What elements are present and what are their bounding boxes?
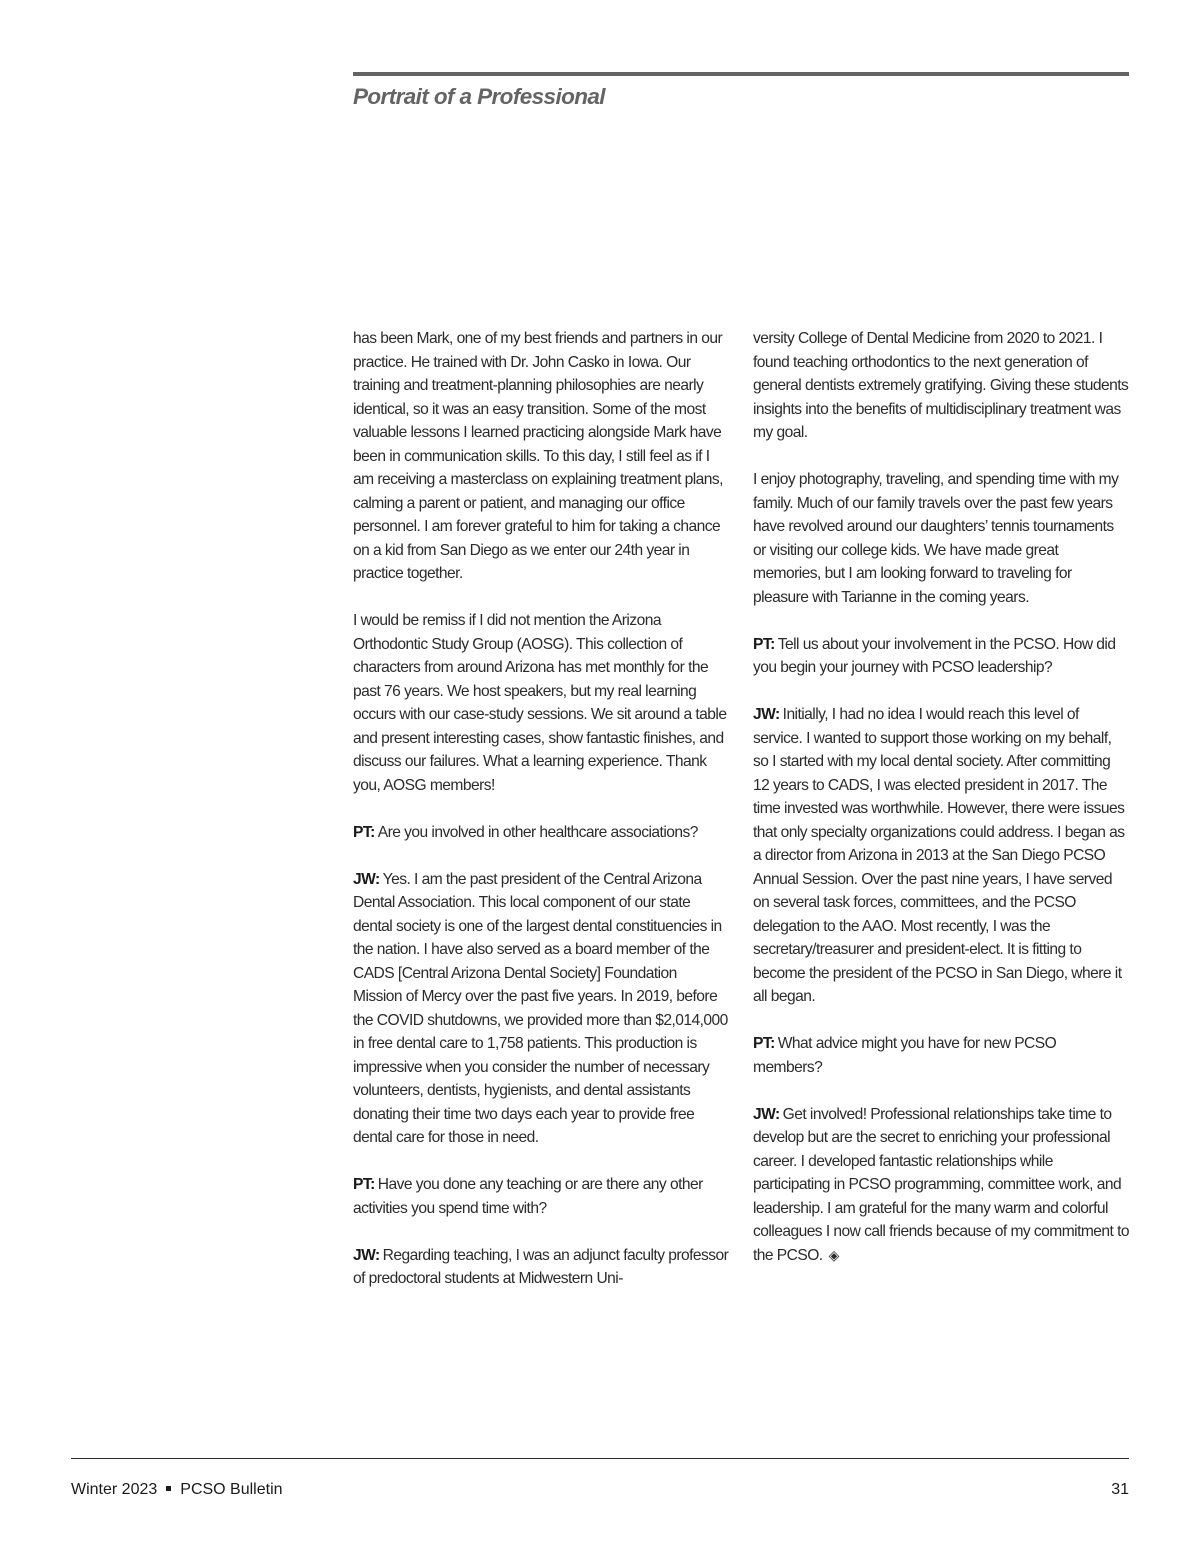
paragraph: I would be remiss if I did not mention the Arizona Orthodontic Study Group (AOSG). This collection of characters from around Arizona has met monthly for the past 76 years. We host speakers, but my real learning occurs with our case-study sessions. We sit around a table and present interesting cases, show fantastic finishes, and discuss our failures. What a learning experience. Thank you, AOSG members! — [353, 612, 727, 794]
footer-publication: PCSO Bulletin — [180, 1481, 283, 1498]
question-paragraph: PT: Have you done any teaching or are there any other activities you spend time with? — [353, 1176, 703, 1217]
footer-rule — [71, 1458, 1129, 1459]
section-title: Portrait of a Professional — [353, 84, 605, 109]
paragraph: versity College of Dental Medicine from 2020 to 2021. I found teaching orthodontics to the next generation of general dentists extremely gratifying. Giving these students insights into the benefits of multidisciplinary treatment was my goal. — [753, 330, 1129, 441]
speaker-label: JW: — [353, 1246, 380, 1264]
answer-paragraph: JW: Get involved! Professional relationships take time to develop but are the secret to enriching your professional career. I developed fantastic relationships while participating in PCSO programming, committee work, and leadership. I am grateful for the many warm and colorful colleagues I now call friends because of my commitment to the PCSO. ◈ — [753, 1105, 1130, 1264]
paragraph: I enjoy photography, traveling, and spending time with my family. Much of our family travels over the past few years have revolved around our daughters’ tennis tournaments or visiting our college kids. We have made great memories, but I am looking forward to traveling for pleasure with Tarianne in the coming years. — [753, 471, 1119, 606]
speaker-label: JW: — [353, 870, 380, 888]
speaker-label: PT: — [353, 823, 375, 841]
header-rule — [353, 72, 1129, 76]
end-mark-icon: ◈ — [828, 1246, 839, 1263]
answer-paragraph: JW: Initially, I had no idea I would reach this level of service. I wanted to support those working on my behalf, so I started with my local dental society. After committing 12 years to CADS, I was elected president in 2017. The time invested was worthwhile. However, there were issues that only specialty organizations could address. I began as a director from Arizona in 2013 at the San Diego PCSO Annual Session. Over the past nine years, I have served on several task forces, committees, and the PCSO delegation to the AAO. Most recently, I was the secretary/treasurer and president-elect. It is fitting to become the president of the PCSO in San Diego, where it all began. — [753, 706, 1125, 1005]
answer-paragraph: JW: Yes. I am the past president of the Central Arizona Dental Association. This local component of our state dental society is one of the largest dental constituencies in the nation. I have also served as a board member of the CADS [Central Arizona Dental Society] Foundation Mission of Mercy over the past five years. In 2019, before the COVID shutdowns, we provided more than $2,014,000 in free dental care to 1,758 patients. This production is impressive when you consider the number of necessary volunteers, dentists, hygienists, and dental assistants donating their time two days each year to provide free dental care for those in need. — [353, 870, 728, 1146]
question-paragraph: PT: Are you involved in other healthcare associations? — [353, 823, 698, 841]
speaker-label: JW: — [753, 1105, 780, 1123]
question-paragraph: PT: Tell us about your involvement in the PCSO. How did you begin your journey with PCSO leadership? — [753, 635, 1116, 676]
article-column-left — [353, 327, 729, 1291]
answer-paragraph: JW: Regarding teaching, I was an adjunct faculty professor of predoctoral students at Midwestern Uni- — [353, 1246, 729, 1287]
square-bullet-icon — [166, 1486, 171, 1491]
speaker-label: PT: — [753, 635, 775, 653]
question-paragraph: PT: What advice might you have for new PCSO members? — [753, 1035, 1057, 1076]
footer-issue: Winter 2023 — [71, 1481, 158, 1498]
page-number: 31 — [1111, 1481, 1129, 1498]
paragraph: has been Mark, one of my best friends and partners in our practice. He trained with Dr. John Casko in Iowa. Our training and treatment-planning philosophies are nearly identical, so it was an easy transition. Some of the most valuable lessons I learned practicing alongside Mark have been in communication skills. To this day, I still feel as if I am receiving a masterclass on explaining treatment plans, calming a parent or patient, and managing our office personnel. I am forever grateful to him for taking a chance on a kid from San Diego as we enter our 24th year in practice together. — [353, 330, 723, 582]
footer-issue-info — [71, 1481, 283, 1499]
speaker-label: PT: — [353, 1176, 375, 1193]
article-column-right — [753, 327, 1129, 1267]
speaker-label: PT: — [753, 1035, 775, 1052]
speaker-label: JW: — [753, 706, 780, 723]
